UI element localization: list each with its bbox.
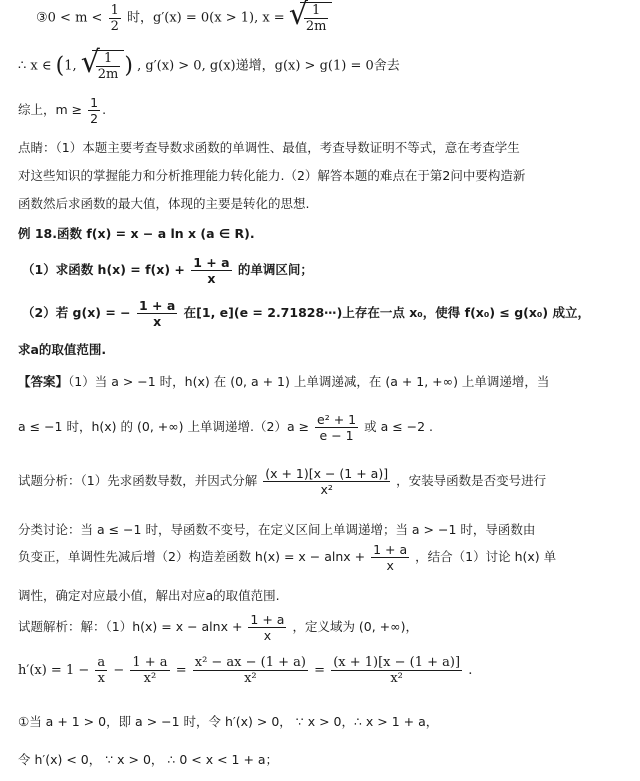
therefore-conclusion: , g′(x) > 0, g(x)递增，g(x) > g(1) = 0舍去 — [137, 58, 400, 74]
sqrt-1-over-2m-interval: √ $\frac{1}{2m}$ — [81, 50, 125, 82]
analysis-line-2: 分类讨论：当 a ≤ −1 时，导函数不变号，在定义区间上单调递增；当 a > −1 时，导函数由 — [18, 522, 536, 537]
example-label: 例 18. — [18, 226, 57, 241]
interval-start: 1, — [64, 58, 77, 74]
fraction-summary-half: $\frac{1}{2}$ — [90, 95, 99, 126]
line-case-3 — [36, 2, 332, 34]
analysis-line-3: 负变正，单调性先减后增（2）构造差函数 h(x) = x − alnx + $\frac{1 + a}{x}$ ，结合（1）讨论 h(x) 单 — [18, 542, 557, 573]
question-1: （1）求函数 h(x) = f(x) + $\frac{1 + a}{x}$ 的单调区间； — [22, 255, 313, 286]
commentary-line-1: 点睛：（1）本题主要考查导数求函数的单调性、最值，考查导数证明不等式，意在考查学生 — [18, 140, 520, 155]
example-statement: 函数 f(x) = x − a ln x (a ∈ R). — [57, 226, 255, 241]
case-3-middle: 时，g′(x) = 0(x > 1), x = — [127, 10, 285, 26]
sqrt-1-over-2m: √ $\frac{1}{2m}$ — [289, 2, 333, 34]
answer-line-1 — [18, 372, 549, 390]
answer-label: 【答案】 — [18, 374, 69, 389]
case-1-line: ①当 a + 1 > 0，即 a > −1 时，令 h′(x) > 0， ∵ x > 0，∴ x > 1 + a， — [18, 714, 439, 729]
line-therefore-interval: ∴ x ∈ (1, √ $\frac{1}{2m}$ ) , g′(x) > 0, g(x)递增，g(x) > g(1) = 0舍去 — [18, 45, 400, 82]
fraction-one-half: $\frac{1}{2}$ — [110, 2, 119, 34]
answer-text: （1）当 a > −1 时，h(x) 在 (0, a + 1) 上单调递减，在 (a + 1, +∞) 上单调递增，当 — [68, 374, 550, 389]
derivative-equation: h′(x) = 1 − $\frac{a}{x}$ − $\frac{1 + a}{\text{x²}}$ = $\frac{\text{x² − ax − (1 + a)}}{\text{x²}}$ = $\frac{(x + 1)[x - (1 + a)]}{\text{x²}}$ . — [18, 655, 473, 686]
analysis-line-4: 调性，确定对应最小值，解出对应a的取值范围. — [18, 588, 280, 603]
case-3-prefix: ③0 < m < — [36, 10, 103, 26]
example-18-heading — [18, 224, 255, 242]
question-2: （2）若 g(x) = − $\frac{1 + a}{x}$ 在[1, e](e = 2.71828⋯)上存在一点 x₀，使得 f(x₀) ≤ g(x₀) 成立， — [22, 298, 590, 329]
analysis-line-1: 试题分析：（1）先求函数导数，并因式分解 $\frac{(x + 1)[x - (1 + a)]}{\text{x²}}$ ，安装导函数是否变号进行 — [18, 466, 547, 497]
commentary-line-2: 对这些知识的掌握能力和分析推理能力转化能力.（2）解答本题的难点在于第2问中要构造新 — [18, 168, 526, 183]
answer-line-2: a ≤ −1 时，h(x) 的 (0, +∞) 上单调递增.（2）a ≥ $\frac{\text{e² + 1}}{e - 1}$ 或 a ≤ −2 . — [18, 412, 434, 443]
question-2-cont: 求a的取值范围. — [18, 342, 107, 357]
line-summary: 综上，m ≥ $\frac{1}{2}$ . — [18, 95, 107, 126]
therefore-prefix: ∴ x ∈ — [18, 58, 52, 74]
case-1-negative-line: 令 h′(x) < 0， ∵ x > 0， ∴ 0 < x < 1 + a； — [18, 752, 279, 767]
commentary-line-3: 函数然后求函数的最大值，体现的主要是转化的思想. — [18, 196, 310, 211]
summary-text: 综上，m ≥ — [18, 102, 83, 117]
solution-line-1: 试题解析：解：（1）h(x) = x − alnx + $\frac{1 + a}{x}$ ，定义域为 (0, +∞)， — [18, 612, 418, 643]
